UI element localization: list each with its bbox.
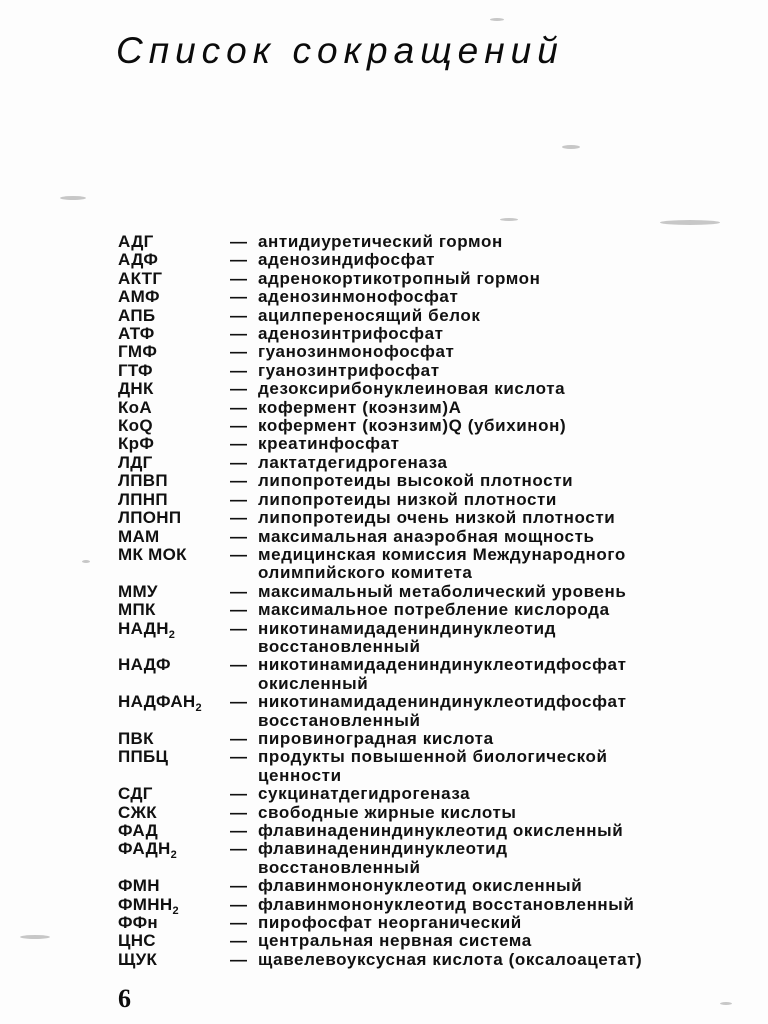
page-title: Список сокращений — [116, 30, 564, 71]
abbreviation-entry — [118, 435, 748, 453]
abbreviation-definition — [258, 804, 748, 822]
em-dash: — — [230, 894, 247, 914]
definition-line: пировиноградная кислота — [258, 728, 494, 748]
definition-line: максимальное потребление кислорода — [258, 600, 610, 620]
abbreviation-entry — [118, 894, 748, 917]
abbreviation-entry — [118, 307, 748, 325]
abbreviation-term — [118, 509, 230, 527]
definition-line: медицинская комиссия Международного — [258, 544, 626, 564]
definition-line: ценности — [258, 765, 342, 785]
em-dash: — — [230, 434, 247, 454]
abbreviation-entry — [118, 693, 748, 730]
abbreviation-entry — [118, 914, 748, 932]
abbreviation-subscript: 2 — [170, 849, 178, 862]
abbreviation-text: НАДФ — [118, 655, 171, 675]
abbreviation-text: АДГ — [118, 232, 154, 251]
abbreviation-subscript: 2 — [168, 628, 176, 641]
abbreviation-definition — [258, 546, 748, 583]
abbreviation-text: СЖК — [118, 802, 157, 822]
definition-line: восстановленный — [258, 857, 421, 877]
abbreviation-definition — [258, 785, 748, 803]
definition-line: свободные жирные кислоты — [258, 802, 517, 822]
abbreviation-definition — [258, 932, 748, 950]
definition-line: ацилпереносящий белок — [258, 305, 481, 325]
abbreviation-definition — [258, 730, 748, 748]
abbreviation-text: ЛПНП — [118, 489, 168, 509]
abbreviation-term — [118, 894, 230, 917]
abbreviation-text: СДГ — [118, 784, 153, 804]
abbreviation-term — [118, 914, 230, 932]
definition-line: никотинамидадениндинуклеотид — [258, 618, 557, 638]
abbreviation-entry — [118, 472, 748, 490]
abbreviation-text: АПБ — [118, 305, 156, 325]
abbreviation-text: НАДН — [118, 618, 169, 638]
abbreviation-entry — [118, 583, 748, 601]
abbreviation-entry — [118, 730, 748, 748]
abbreviation-text: КрФ — [118, 434, 155, 454]
scan-speck — [562, 145, 580, 149]
em-dash: — — [230, 692, 247, 712]
abbreviation-text: КоА — [118, 397, 152, 417]
abbreviation-term — [118, 601, 230, 619]
em-dash: — — [230, 728, 247, 748]
abbreviation-text: АТФ — [118, 324, 155, 344]
em-dash: — — [230, 397, 247, 417]
abbreviation-term — [118, 951, 230, 969]
abbreviation-entry — [118, 417, 748, 435]
abbreviation-definition — [258, 620, 748, 657]
em-dash: — — [230, 931, 247, 951]
abbreviation-term — [118, 692, 230, 715]
abbreviation-text: ММУ — [118, 581, 158, 601]
abbreviation-text: ГМФ — [118, 342, 158, 362]
em-dash: — — [230, 839, 247, 859]
abbreviation-definition — [258, 914, 748, 932]
abbreviation-term — [118, 546, 230, 564]
abbreviation-definition — [258, 877, 748, 895]
abbreviation-entry — [118, 932, 748, 950]
em-dash: — — [230, 268, 247, 288]
abbreviation-entry — [118, 325, 748, 343]
abbreviation-text: АДФ — [118, 250, 159, 270]
abbreviation-term — [118, 454, 230, 472]
abbreviation-entry — [118, 288, 748, 306]
abbreviation-entry — [118, 251, 748, 269]
em-dash: — — [230, 232, 247, 251]
abbreviation-entry — [118, 840, 748, 877]
abbreviation-definition — [258, 951, 748, 969]
abbreviation-term — [118, 932, 230, 950]
definition-line: аденозиндифосфат — [258, 250, 436, 270]
definition-line: продукты повышенной биологической — [258, 747, 608, 767]
abbreviation-entry — [118, 233, 748, 251]
abbreviation-term — [118, 730, 230, 748]
em-dash: — — [230, 526, 247, 546]
em-dash: — — [230, 618, 247, 638]
abbreviation-term — [118, 343, 230, 361]
abbreviation-definition — [258, 822, 748, 840]
abbreviation-definition — [258, 528, 748, 546]
abbreviation-definition — [258, 251, 748, 269]
abbreviation-term — [118, 877, 230, 895]
abbreviation-term — [118, 399, 230, 417]
abbreviation-term — [118, 435, 230, 453]
abbreviation-text: ЛДГ — [118, 452, 153, 472]
abbreviation-entry — [118, 491, 748, 509]
em-dash: — — [230, 784, 247, 804]
abbreviation-term — [118, 417, 230, 435]
abbreviation-entry — [118, 951, 748, 969]
definition-line: антидиуретический гормон — [258, 232, 503, 251]
definition-line: максимальная анаэробная мощность — [258, 526, 595, 546]
abbreviation-definition — [258, 435, 748, 453]
abbreviation-text: ПВК — [118, 728, 154, 748]
abbreviation-entry — [118, 546, 748, 583]
scan-speck — [660, 220, 720, 225]
abbreviation-term — [118, 233, 230, 251]
abbreviation-definition — [258, 509, 748, 527]
abbreviation-definition — [258, 325, 748, 343]
definition-line: гуанозинтрифосфат — [258, 360, 440, 380]
em-dash: — — [230, 802, 247, 822]
definition-line: восстановленный — [258, 636, 421, 656]
abbreviation-text: МАМ — [118, 526, 160, 546]
abbreviation-text: ЛПВП — [118, 471, 168, 491]
scan-speck — [490, 18, 504, 21]
abbreviation-text: ФАДН — [118, 839, 171, 859]
abbreviation-entry — [118, 399, 748, 417]
definition-line: аденозинтрифосфат — [258, 324, 444, 344]
abbreviation-text: ДНК — [118, 379, 154, 399]
definition-line: дезоксирибонуклеиновая кислота — [258, 379, 566, 399]
definition-line: максимальный метаболический уровень — [258, 581, 627, 601]
abbreviation-text: ЦНС — [118, 931, 156, 951]
em-dash: — — [230, 250, 247, 270]
abbreviation-definition — [258, 362, 748, 380]
abbreviation-term — [118, 528, 230, 546]
em-dash: — — [230, 544, 247, 564]
abbreviation-entry — [118, 804, 748, 822]
abbreviation-term — [118, 618, 230, 641]
em-dash: — — [230, 655, 247, 675]
definition-line: гуанозинмонофосфат — [258, 342, 455, 362]
definition-line: флавинмононуклеотид окисленный — [258, 876, 583, 896]
page-number: 6 — [118, 984, 131, 1013]
abbreviation-entry — [118, 822, 748, 840]
abbreviation-term — [118, 472, 230, 490]
em-dash: — — [230, 379, 247, 399]
abbreviation-text: КоQ — [118, 416, 153, 436]
definition-line: креатинфосфат — [258, 434, 400, 454]
em-dash: — — [230, 416, 247, 436]
abbreviation-term — [118, 748, 230, 766]
definition-line: кофермент (коэнзим)А — [258, 397, 462, 417]
abbreviation-entry — [118, 601, 748, 619]
abbreviation-text: ФМН — [118, 876, 160, 896]
abbreviation-entry — [118, 270, 748, 288]
definition-line: липопротеиды высокой плотности — [258, 471, 574, 491]
definition-line: липопротеиды очень низкой плотности — [258, 508, 616, 528]
abbreviation-term — [118, 251, 230, 269]
abbreviation-definition — [258, 693, 748, 730]
abbreviation-definition — [258, 840, 748, 877]
em-dash: — — [230, 324, 247, 344]
abbreviation-definition — [258, 748, 748, 785]
abbreviation-term — [118, 656, 230, 674]
abbreviation-definition — [258, 343, 748, 361]
definition-line: адренокортикотропный гормон — [258, 268, 541, 288]
abbreviation-term — [118, 362, 230, 380]
abbreviation-subscript: 2 — [172, 904, 179, 917]
em-dash: — — [230, 508, 247, 528]
em-dash: — — [230, 342, 247, 362]
abbreviation-text: НАДФАН — [118, 692, 196, 712]
em-dash: — — [230, 581, 247, 601]
definition-line: аденозинмонофосфат — [258, 287, 459, 307]
scan-speck — [82, 560, 90, 563]
abbreviation-text: ФАД — [118, 821, 159, 840]
abbreviation-text: АМФ — [118, 287, 160, 307]
abbreviation-definition — [258, 288, 748, 306]
abbreviation-definition — [258, 399, 748, 417]
abbreviation-definition — [258, 307, 748, 325]
abbreviation-text: АКТГ — [118, 268, 163, 288]
abbreviation-term — [118, 839, 230, 862]
abbreviation-list — [118, 233, 748, 969]
scan-speck — [60, 196, 86, 200]
abbreviation-term — [118, 822, 230, 840]
abbreviation-definition — [258, 454, 748, 472]
abbreviation-subscript: 2 — [195, 702, 202, 715]
abbreviation-definition — [258, 233, 748, 251]
em-dash: — — [230, 913, 247, 933]
scan-speck — [20, 935, 50, 939]
em-dash: — — [230, 876, 247, 896]
abbreviation-entry — [118, 748, 748, 785]
abbreviation-definition — [258, 491, 748, 509]
abbreviation-entry — [118, 362, 748, 380]
abbreviation-term — [118, 380, 230, 398]
abbreviation-definition — [258, 417, 748, 435]
abbreviation-text: ППБЦ — [118, 747, 169, 767]
abbreviation-entry — [118, 343, 748, 361]
definition-line: щавелевоуксусная кислота (оксалоацетат) — [258, 949, 643, 969]
abbreviation-entry — [118, 454, 748, 472]
em-dash: — — [230, 600, 247, 620]
definition-line: восстановленный — [258, 710, 421, 730]
abbreviation-term — [118, 785, 230, 803]
abbreviation-definition — [258, 380, 748, 398]
em-dash: — — [230, 747, 247, 767]
scan-speck — [720, 1002, 732, 1005]
definition-line: окисленный — [258, 673, 369, 693]
abbreviation-entry — [118, 785, 748, 803]
abbreviation-text: МПК — [118, 600, 156, 620]
abbreviation-entry — [118, 877, 748, 895]
abbreviation-definition — [258, 896, 748, 914]
definition-line: олимпийского комитета — [258, 563, 473, 583]
em-dash: — — [230, 489, 247, 509]
definition-line: никотинамидадениндинуклеотидфосфат — [258, 692, 627, 712]
abbreviation-entry — [118, 528, 748, 546]
em-dash: — — [230, 471, 247, 491]
definition-line: флавинадениндинуклеотид окисленный — [258, 821, 624, 840]
em-dash: — — [230, 452, 247, 472]
abbreviation-definition — [258, 656, 748, 693]
em-dash: — — [230, 305, 247, 325]
abbreviation-term — [118, 583, 230, 601]
abbreviation-text: ГТФ — [118, 360, 153, 380]
abbreviation-term — [118, 325, 230, 343]
definition-line: лактатдегидрогеназа — [258, 452, 448, 472]
abbreviation-text: ФМНН — [118, 894, 173, 914]
abbreviation-text: ЛПОНП — [118, 508, 182, 528]
abbreviation-entry — [118, 656, 748, 693]
abbreviation-entry — [118, 620, 748, 657]
abbreviation-definition — [258, 601, 748, 619]
abbreviation-text: ФФн — [118, 913, 158, 933]
abbreviation-term — [118, 288, 230, 306]
abbreviation-definition — [258, 270, 748, 288]
em-dash: — — [230, 287, 247, 307]
abbreviation-term — [118, 307, 230, 325]
definition-line: липопротеиды низкой плотности — [258, 489, 557, 509]
abbreviation-definition — [258, 583, 748, 601]
em-dash: — — [230, 949, 247, 969]
definition-line: никотинамидадениндинуклеотидфосфат — [258, 655, 627, 675]
em-dash: — — [230, 821, 247, 840]
abbreviation-term — [118, 270, 230, 288]
abbreviation-text: ЩУК — [118, 949, 158, 969]
abbreviation-text: МК МОК — [118, 544, 187, 564]
definition-line: кофермент (коэнзим)Q (убихинон) — [258, 416, 567, 436]
abbreviation-definition — [258, 472, 748, 490]
definition-line: центральная нервная система — [258, 931, 532, 951]
abbreviation-entry — [118, 380, 748, 398]
abbreviation-entry — [118, 509, 748, 527]
definition-line: пирофосфат неорганический — [258, 913, 522, 933]
definition-line: флавинмононуклеотид восстановленный — [258, 894, 635, 914]
scan-speck — [500, 218, 518, 221]
em-dash: — — [230, 360, 247, 380]
definition-line: флавинадениндинуклеотид — [258, 839, 508, 859]
abbreviation-term — [118, 804, 230, 822]
definition-line: сукцинатдегидрогеназа — [258, 784, 471, 804]
abbreviation-term — [118, 491, 230, 509]
